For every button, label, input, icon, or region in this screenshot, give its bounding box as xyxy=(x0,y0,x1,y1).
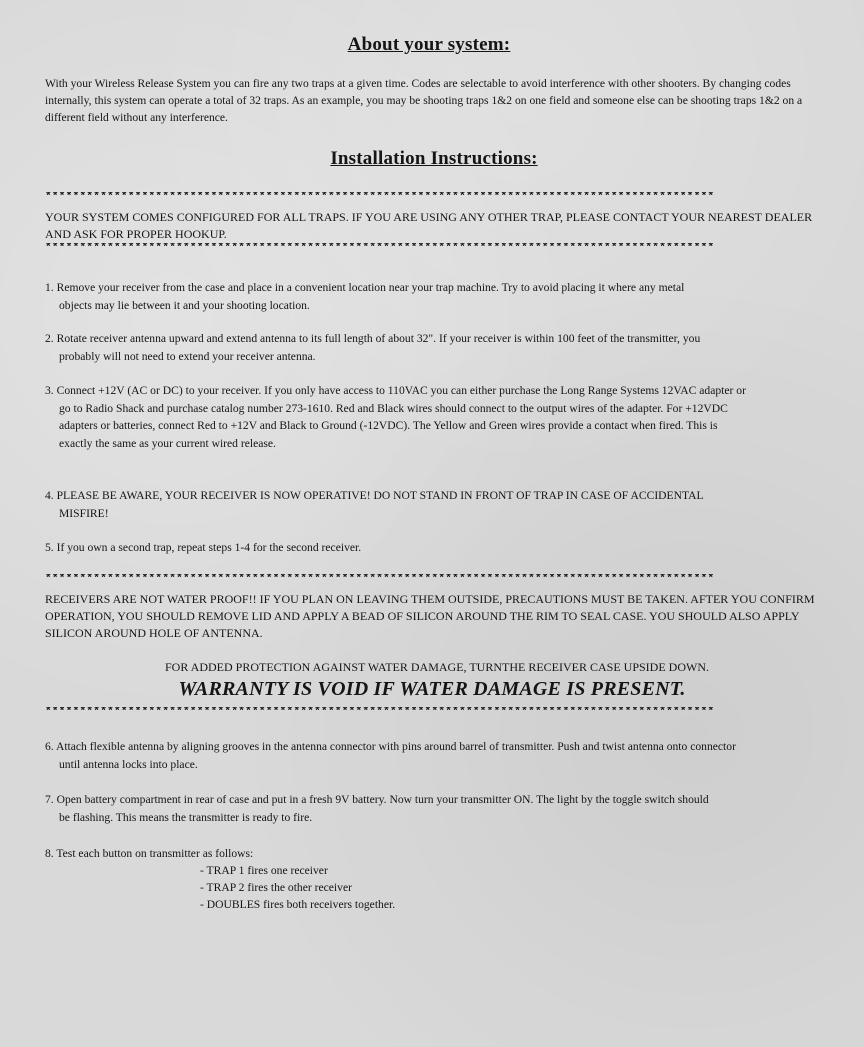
test-list xyxy=(200,862,395,913)
about-title: About your system: xyxy=(347,34,511,55)
star-divider-4: ************************************************************************************************* xyxy=(45,707,715,717)
step-7: 7. Open battery compartment in rear of case and put in a fresh 9V battery. Now turn your transmitter ON. The light by the toggle switch should be flashing. This means the transmitter is ready to fire. xyxy=(45,793,709,824)
warranty-warning: WARRANTY IS VOID IF WATER DAMAGE IS PRESENT. xyxy=(178,678,686,700)
step-8: 8. Test each button on transmitter as follows: xyxy=(45,847,254,860)
water-notice: RECEIVERS ARE NOT WATER PROOF!! IF YOU PLAN ON LEAVING THEM OUTSIDE, PRECAUTIONS MUST BE TAKEN. AFTER YOU CONFIRM OPERATION, YOU SHOULD REMOVE LID AND APPLY A BEAD OF SILICON AROUND THE RIM TO SEAL CASE. YOU SHOULD ALSO APPLY SILICON AROUND HOLE OF ANTENNA. xyxy=(45,592,815,640)
installation-title: Installation Instructions: xyxy=(330,148,538,169)
about-paragraph: With your Wireless Release System you can fire any two traps at a given time. Codes are selectable to avoid interference with other shooters. By changing codes internally, this system can operate a total of 32 traps. As an example, you may be shooting traps 1&2 on one field and someone else can be shooting traps 1&2 on a different field without any interference. xyxy=(45,77,803,124)
list-item: - TRAP 1 fires one receiver xyxy=(200,864,328,877)
step-1: 1. Remove your receiver from the case and place in a convenient location near your trap machine. Try to avoid placing it where any metal objects may lie between it and your shooting location. xyxy=(45,281,685,312)
star-divider-1: ************************************************************************************************* xyxy=(45,192,715,202)
star-divider-2: ************************************************************************************************* xyxy=(45,243,715,253)
list-item: - TRAP 2 fires the other receiver xyxy=(200,881,352,894)
step-5: 5. If you own a second trap, repeat steps 1-4 for the second receiver. xyxy=(45,541,362,554)
configuration-notice: YOUR SYSTEM COMES CONFIGURED FOR ALL TRAPS. IF YOU ARE USING ANY OTHER TRAP, PLEASE CONTACT YOUR NEAREST DEALER AND ASK FOR PROPER HOOKUP. xyxy=(45,210,813,241)
list-item: - DOUBLES fires both receivers together. xyxy=(200,898,396,911)
step-2: 2. Rotate receiver antenna upward and extend antenna to its full length of about 32". If your receiver is within 100 feet of the transmitter, you probably will not need to extend your receiver antenna. xyxy=(45,332,701,363)
star-divider-3: ************************************************************************************************* xyxy=(45,574,715,584)
protection-note: FOR ADDED PROTECTION AGAINST WATER DAMAGE, TURNTHE RECEIVER CASE UPSIDE DOWN. xyxy=(164,660,709,674)
step-6: 6. Attach flexible antenna by aligning grooves in the antenna connector with pins around barrel of transmitter. Push and twist antenna onto connector until antenna locks into place. xyxy=(45,740,736,771)
step-4: 4. PLEASE BE AWARE, YOUR RECEIVER IS NOW OPERATIVE! DO NOT STAND IN FRONT OF TRAP IN CASE OF ACCIDENTAL MISFIRE! xyxy=(45,489,704,520)
step-3: 3. Connect +12V (AC or DC) to your receiver. If you only have access to 110VAC you can either purchase the Long Range Systems 12VAC adapter or go to Radio Shack and purchase catalog number 273-1610. Red and Black wires should connect to the output wires of the adapter. For +12VDC adapters or batteries, connect Red to +12V and Black to Ground (-12VDC). The Yellow and Green wires provide a contact when fired. This is exactly the same as your current wired release. xyxy=(45,384,746,450)
